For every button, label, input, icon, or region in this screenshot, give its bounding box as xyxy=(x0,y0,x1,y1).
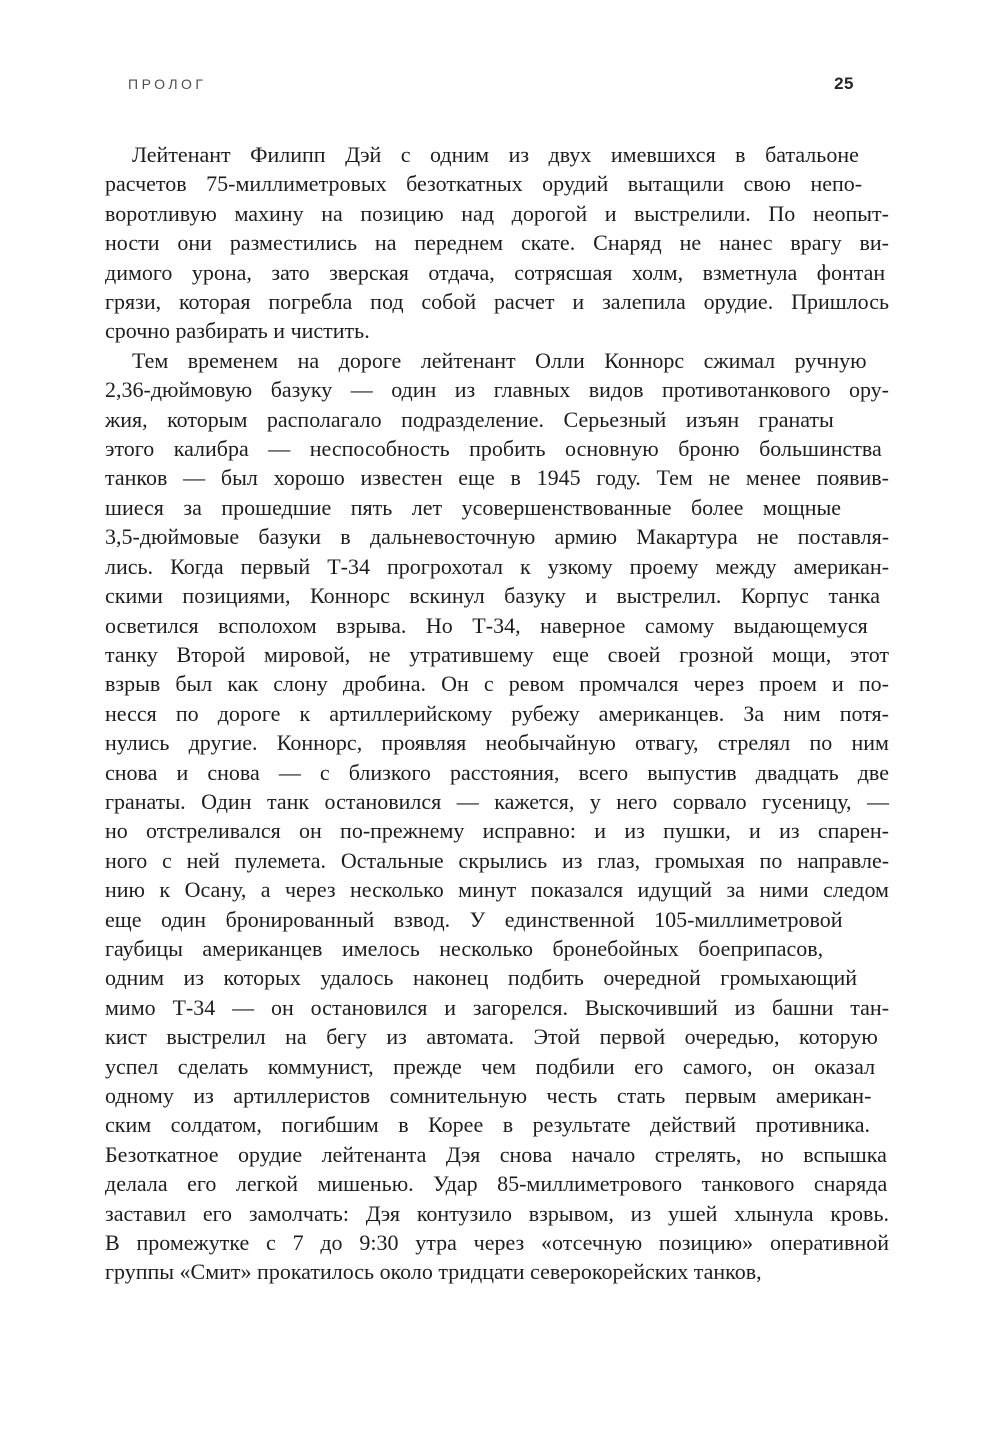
text-line xyxy=(105,1022,889,1051)
text-line xyxy=(105,993,889,1022)
text-line-content: одним из которых удалось наконец подбить очередной громыхающий xyxy=(105,965,858,991)
text-line xyxy=(105,258,889,287)
text-line-content: взрыв был как слону дробина. Он с ревом промчался через проем и по- xyxy=(105,671,889,697)
text-line xyxy=(105,405,889,434)
text-line-content: этого калибра — неспособность пробить основную броню большинства xyxy=(105,436,882,462)
text-line-content: ности они разместились на переднем скате. Снаряд не нанес врагу ви- xyxy=(105,230,890,256)
text-line-content: гаубицы американцев имелось несколько бронебойных боеприпасов, xyxy=(105,935,824,961)
text-line xyxy=(105,640,889,669)
text-line-content: танку Второй мировой, не утратившему еще своей грозной мощи, этот xyxy=(105,641,890,667)
page-header xyxy=(128,74,854,94)
text-line xyxy=(105,346,889,375)
text-line xyxy=(105,1140,889,1169)
text-line-content: группы «Смит» прокатилось около тридцати северокорейских танков, xyxy=(105,1259,762,1285)
text-line-content: успел сделать коммунист, прежде чем подбили его самого, он оказал xyxy=(105,1053,876,1079)
text-line xyxy=(105,934,889,963)
text-line xyxy=(105,199,889,228)
text-line-content: Безоткатное орудие лейтенанта Дэя снова начало стрелять, но вспышка xyxy=(105,1141,887,1167)
text-line xyxy=(105,875,889,904)
text-line-content: Лейтенант Филипп Дэй с одним из двух имевшихся в батальоне xyxy=(132,142,859,167)
text-line xyxy=(105,611,889,640)
text-line xyxy=(105,434,889,463)
text-line-content: заставил его замолчать: Дэя контузило взрывом, из ушей хлынула кровь. xyxy=(105,1200,889,1226)
text-line-content: расчетов 75-миллиметровых безоткатных орудий вытащили свою непо- xyxy=(105,171,863,197)
text-line xyxy=(105,316,889,345)
text-line-content: жия, которым располагало подразделение. Серьезный изъян гранаты xyxy=(105,406,834,432)
text-line-content: срочно разбирать и чистить. xyxy=(105,318,370,344)
text-line xyxy=(105,552,889,581)
text-line xyxy=(105,375,889,404)
text-line xyxy=(105,846,889,875)
text-line-content: нулись другие. Коннорс, проявляя необычайную отвагу, стрелял по ним xyxy=(105,730,889,756)
text-line-content: еще один бронированный взвод. У единственной 105-миллиметровой xyxy=(105,906,843,932)
text-line-content: В промежутке с 7 до 9:30 утра через «отсечную позицию» оперативной xyxy=(105,1230,889,1256)
text-line-content: делала его легкой мишенью. Удар 85-миллиметрового танкового снаряда xyxy=(105,1171,888,1197)
text-line-content: несся по дороге к артиллерийскому рубежу американцев. За ним потя- xyxy=(105,700,890,726)
text-line-content: Тем временем на дороге лейтенант Олли Коннорс сжимал ручную xyxy=(132,347,867,373)
text-line-content: кист выстрелил на бегу из автомата. Этой первой очередью, которую xyxy=(105,1024,878,1050)
text-line xyxy=(105,728,889,757)
text-line xyxy=(105,1257,889,1286)
text-line xyxy=(105,581,889,610)
text-line-content: но отстреливался он по-прежнему исправно: и из пушки, и из спарен- xyxy=(105,818,889,844)
text-line-content: грязи, которая погребла под собой расчет и залепила орудие. Пришлось xyxy=(105,289,889,315)
text-line-content: нию к Осану, а через несколько минут показался идущий за ними следом xyxy=(105,877,889,903)
text-line xyxy=(105,522,889,551)
text-line-content: мимо Т-34 — он остановился и загорелся. Выскочивший из башни тан- xyxy=(105,994,890,1020)
page-number: 25 xyxy=(834,74,854,93)
text-line-content: 2,36-дюймовую базуку — один из главных видов противотанкового ору- xyxy=(105,377,890,403)
text-line xyxy=(105,1052,889,1081)
running-title: ПРОЛОГ xyxy=(128,76,207,92)
text-line xyxy=(105,758,889,787)
text-line-content: одному из артиллеристов сомнительную честь стать первым американ- xyxy=(105,1083,872,1108)
text-line-content: танков — был хорошо известен еще в 1945 году. Тем не менее появив- xyxy=(105,465,889,491)
text-line-content: 3,5-дюймовые базуки в дальневосточную армию Макартура не поставля- xyxy=(105,524,890,550)
text-line-content: осветился всполохом взрыва. Но Т-34, наверное самому выдающемуся xyxy=(105,612,868,638)
text-line-content: снова и снова — с близкого расстояния, всего выпустив двадцать две xyxy=(105,759,889,785)
text-line xyxy=(105,287,889,316)
text-line xyxy=(105,1228,889,1257)
paragraph xyxy=(105,140,889,346)
text-line-content: гранаты. Один танк остановился — кажется, у него сорвало гусеницу, — xyxy=(105,788,889,814)
text-line xyxy=(105,1169,889,1198)
text-line xyxy=(105,463,889,492)
text-line-content: ного с ней пулемета. Остальные скрылись из глаз, громыхая по направле- xyxy=(105,847,890,873)
text-line-content: воротливую махину на позицию над дорогой и выстрелили. По неопыт- xyxy=(105,200,889,226)
text-line xyxy=(105,787,889,816)
text-line-content: димого урона, зато зверская отдача, сотрясшая холм, взметнула фонтан xyxy=(105,259,886,285)
text-line-content: ским солдатом, погибшим в Корее в результате действий противника. xyxy=(105,1112,870,1138)
text-line xyxy=(105,1199,889,1228)
paragraph xyxy=(105,346,889,1287)
text-line-content: шиеся за прошедшие пять лет усовершенствованные более мощные xyxy=(105,494,842,520)
text-line-content: скими позициями, Коннорс вскинул базуку и выстрелил. Корпус танка xyxy=(105,583,880,609)
text-line xyxy=(105,963,889,992)
page-body xyxy=(105,140,889,1287)
text-line xyxy=(105,816,889,845)
text-line xyxy=(105,905,889,934)
text-line xyxy=(105,669,889,698)
text-line xyxy=(105,493,889,522)
text-line xyxy=(105,228,889,257)
text-line xyxy=(105,699,889,728)
text-line xyxy=(105,169,889,198)
text-line xyxy=(105,1081,889,1110)
text-line xyxy=(105,140,889,169)
text-line xyxy=(105,1110,889,1139)
text-line-content: лись. Когда первый Т-34 прогрохотал к узкому проему между американ- xyxy=(105,553,890,579)
